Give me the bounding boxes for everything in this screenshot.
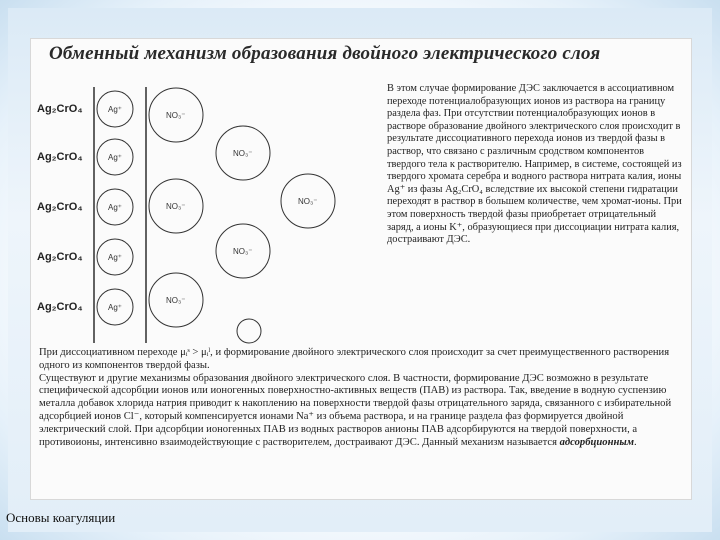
adsorbed-ion-label: Ag⁺ xyxy=(108,203,123,212)
counter-ion-3 xyxy=(149,273,203,327)
counter-ion-4 xyxy=(216,126,270,180)
surface-formula-3: Ag₂CrO₄ xyxy=(37,201,83,213)
bottom-paragraph-1: При диссоциативном переходе μᵢˢ > μᵢˡ, и формирование двойного электрического слоя происходит за счет преимущественного растворения одного из компонентов твердой фазы. xyxy=(39,347,670,371)
counter-ion-label: NO₃⁻ xyxy=(166,111,186,120)
double-layer-diagram xyxy=(31,83,376,348)
counter-ion-6 xyxy=(281,174,335,228)
adsorbed-ion-3 xyxy=(97,189,133,225)
bottom-paragraph-2-body: Существуют и другие механизмы образования двойного электрического слоя. В частности, формирование ДЭС возможно в результате специфической адсорбции ионов или ионогенных поверхностно-активных веществ (ПАВ) из раствора. Так, введение в водную суспензию металла добавок хлорида натрия приводит к накоплению на поверхности твердой фазы отрицательного заряда, связанного с избирательной адсорбцией ионов Cl⁻, который компенсируется ионами Na⁺ из объема раствора, и на границе раздела фаз формируется двойной электрический слой. При адсорбции ионогенных ПАВ из водных растворов анионы ПАВ адсорбируются на твердой поверхности, а противоионы, интенсивно взаимодействующие с растворителем, достраивают ДЭС. Данный механизм называется xyxy=(39,372,672,448)
adsorbed-ion-label: Ag⁺ xyxy=(108,253,123,262)
counter-ion-label: NO₃⁻ xyxy=(166,296,186,305)
counter-ion-2 xyxy=(149,179,203,233)
adsorbed-ion-label: Ag⁺ xyxy=(108,105,123,114)
adsorbed-ion-5 xyxy=(97,289,133,325)
counter-ion-label: NO₃⁻ xyxy=(298,197,318,206)
surface-formula-1: Ag₂CrO₄ xyxy=(37,103,83,115)
counter-ion-1 xyxy=(149,88,203,142)
diagram-svg xyxy=(31,83,376,348)
surface-formula-2: Ag₂CrO₄ xyxy=(37,151,83,163)
bottom-paragraph-2 xyxy=(39,373,683,450)
counter-ion-7 xyxy=(237,319,261,343)
counter-ion-label: NO₃⁻ xyxy=(233,247,253,256)
bottom-text-block xyxy=(39,347,683,449)
counter-ion-label: NO₃⁻ xyxy=(233,149,253,158)
scanned-page xyxy=(30,38,692,500)
bottom-paragraph-2-end: . xyxy=(633,436,637,448)
counter-ion-5 xyxy=(216,224,270,278)
footer-label: Основы коагуляции xyxy=(6,510,116,525)
adsorbed-ion-label: Ag⁺ xyxy=(108,153,123,162)
surface-formula-4: Ag₂CrO₄ xyxy=(37,251,83,263)
adsorbed-ion-4 xyxy=(97,239,133,275)
side-paragraph: В этом случае формирование ДЭС заключается в ассоциативном переходе потенциалобразующих ионов из раствора на границу раздела фаз. При отсутствии потенциалобразующих ионов в растворе образование двойного электрического слоя происходит в результате диссоциативного перехода ионов из твердой фазы в раствор, что связано с различным сродством компонентов твердого тела к растворителю. Например, в системе, состоящей из твердого хромата серебра и водного раствора нитрата калия, ионы Ag⁺ из фазы Ag₂CrO₄ вследствие их высокой степени гидратации переходят в раствор в большем количестве, чем хромат-ионы. При этом поверхность твердой фазы приобретает отрицательный заряд, а ионы K⁺, образующиеся при диссоциации нитрата калия, достраивают ДЭС. xyxy=(387,83,682,246)
page-title: Обменный механизм образования двойного электрического слоя xyxy=(49,43,601,64)
adsorption-term: адсорбционным xyxy=(559,436,634,448)
adsorbed-ion-label: Ag⁺ xyxy=(108,303,123,312)
adsorbed-ion-2 xyxy=(97,139,133,175)
surface-formula-5: Ag₂CrO₄ xyxy=(37,301,83,313)
counter-ion-label: NO₃⁻ xyxy=(166,202,186,211)
adsorbed-ion-1 xyxy=(97,91,133,127)
